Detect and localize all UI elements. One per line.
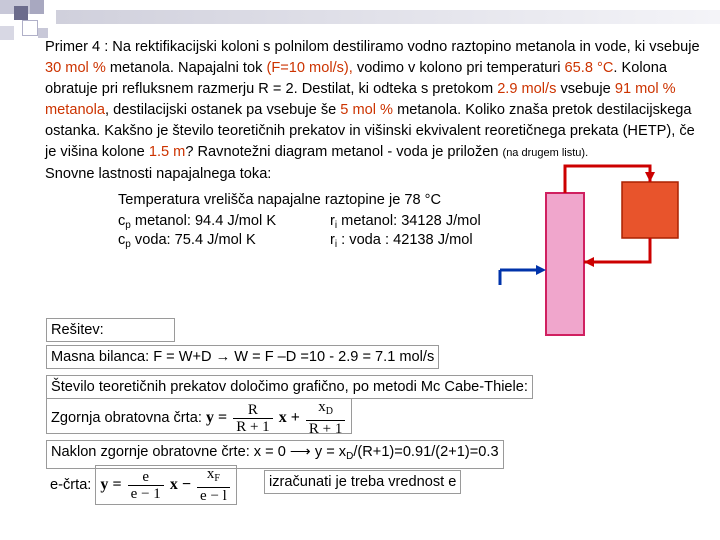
- condenser: [622, 182, 678, 238]
- e-line-formula: y = $\frac{e}{e - 1}$ x − $\frac{x_F}{e - l}$: [95, 465, 236, 505]
- boiling-point: Temperatura vrelišča napajalne raztopine je 78 °C: [118, 192, 442, 208]
- upper-line-formula: y = $\frac{R}{R + 1}$ x + $\frac{x_D}{R + 1}$: [206, 399, 347, 437]
- upper-line-label: Zgornja obratovna črta:: [51, 409, 202, 426]
- plates-method: Število teoretičnih prekatov določimo grafično, po metodi Mc Cabe-Thiele:: [46, 375, 533, 399]
- heat-water: $r_i$ : voda : 42138 J/mol: [330, 232, 473, 250]
- reflux-line: [606, 238, 650, 262]
- cp-water: $c_p$ voda: 75.4 J/mol K: [118, 232, 256, 250]
- problem-title: Primer 4 :: [45, 39, 109, 55]
- problem-text: vsebuje: [556, 81, 615, 97]
- e-line-note: izračunati je treba vrednost e: [264, 470, 461, 494]
- feed-temperature: 65.8 °C: [564, 60, 614, 76]
- diagram-note: (na drugem listu).: [502, 147, 589, 159]
- problem-text: Na rektifikacijski koloni s polnilom destiliramo vodno raztopino metanola in vode, ki vsebuje: [108, 39, 700, 55]
- distillate-concentration: 91 mol % metanola: [45, 81, 676, 118]
- heat-methanol: $r_i$ metanol: 34128 J/mol: [330, 213, 481, 231]
- vapour-arrow: [645, 172, 655, 182]
- e-line-label: e-črta:: [50, 476, 92, 493]
- cp-methanol: $c_p$ metanol: 94.4 J/mol K: [118, 213, 277, 231]
- e-line: [46, 465, 241, 503]
- column-height: 1.5 m: [148, 144, 186, 160]
- column-body: [546, 193, 584, 335]
- feed-concentration: 30 mol %: [45, 60, 110, 76]
- slope-calculation: Naklon zgornje obratovne črte: x = 0 ⟶ $y = x_D/(R+1)=0.91/(2+1)=0.3$: [46, 440, 504, 469]
- problem-text: . Kolona obratuje pri refluksnem razmerju R = 2. Destilat, ki odteka s pretokom: [45, 60, 667, 97]
- bottom-concentration: 5 mol %: [340, 102, 394, 118]
- solution-heading: Rešitev:: [46, 318, 175, 342]
- feed-flow: (F=10 mol/s),: [266, 60, 353, 76]
- upper-operating-line: [46, 398, 352, 437]
- reflux-arrow: [584, 257, 594, 267]
- distillate-flow: 2.9 mol/s: [497, 81, 557, 97]
- properties-heading: Snovne lastnosti napajalnega toka:: [45, 166, 272, 182]
- mass-balance: Masna bilanca: F = W+D → W = F –D =10 - 2.9 = 7.1 mol/s: [46, 345, 439, 369]
- problem-text: vodimo v kolono pri temperaturi: [352, 60, 565, 76]
- problem-text: metanola. Koliko znaša pretok destilacijskega ostanka. Kakšno je število teoretičnih prekatov in višinski ekvivalent reoretičnega prekata (HETP), če je višina kolone: [45, 102, 695, 160]
- feed-arrow: [536, 265, 546, 275]
- problem-text: , destilacijski ostanek pa vsebuje še: [105, 102, 341, 118]
- problem-text: metanola. Napajalni tok: [109, 60, 267, 76]
- problem-text: ? Ravnotežni diagram metanol - voda je priložen: [185, 144, 503, 160]
